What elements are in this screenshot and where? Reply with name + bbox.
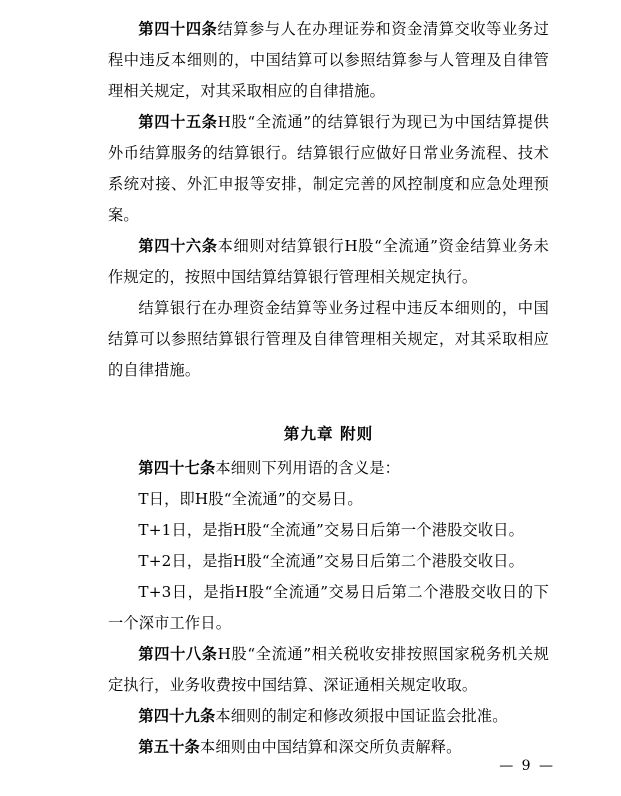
paragraph-definition-t [108,484,549,515]
article-number-45: 第四十五条 [138,113,218,131]
article-body-46: 本细则对结算银行H股“全流通”资金结算业务未作规定的，按照中国结算结算银行管理相关规定执行。 [108,237,549,286]
paragraph-article-44 [108,14,549,107]
article-number-48: 第四十八条 [138,645,218,663]
definition-body-t3: T+3日，是指H股“全流通”交易日后第二个港股交收日的下一个深市工作日。 [108,583,549,632]
paragraph-article-45 [108,107,549,231]
page-number: — 9 — [499,758,555,774]
definition-body-t2: T+2日，是指H股“全流通”交易日后第二个港股交收日。 [138,552,525,570]
definition-body-t1: T+1日，是指H股“全流通”交易日后第一个港股交收日。 [138,521,525,539]
article-body-47: 本细则下列用语的含义是： [215,459,400,477]
article-number-47: 第四十七条 [138,459,216,477]
paragraph-article-49 [108,701,549,732]
article-body-44: 结算参与人在办理证券和资金清算交收等业务过程中违反本细则的，中国结算可以参照结算参与人管理及自律管理相关规定，对其采取相应的自律措施。 [108,20,549,100]
article-number-44: 第四十四条 [138,20,218,38]
paragraph-article-50 [108,732,549,763]
paragraph-definition-t2 [108,546,549,577]
article-body-48: H股“全流通”相关税收安排按照国家税务机关规定执行，业务收费按中国结算、深证通相关规定收取。 [108,645,549,694]
section-spacer [108,386,549,398]
paragraph-definition-t1 [108,515,549,546]
article-number-46: 第四十六条 [138,237,218,255]
paragraph-article-48 [108,639,549,701]
chapter-heading: 第九章 附则 [283,424,374,443]
article-body-49: 本细则的制定和修改须报中国证监会批准。 [215,707,508,725]
paragraph-article-46-second [108,293,549,386]
article-number-50: 第五十条 [138,738,200,756]
article-body-50: 本细则由中国结算和深交所负责解释。 [199,738,462,756]
article-body-46-second: 结算银行在办理资金结算等业务过程中违反本细则的，中国结算可以参照结算银行管理及自律管理相关规定，对其采取相应的自律措施。 [108,299,549,379]
article-number-49: 第四十九条 [138,707,216,725]
paragraph-article-46 [108,231,549,293]
paragraph-article-47 [108,453,549,484]
paragraph-definition-t3 [108,577,549,639]
article-body-45: H股“全流通”的结算银行为现已为中国结算提供外币结算服务的结算银行。结算银行应做好日常业务流程、技术系统对接、外汇申报等安排，制定完善的风控制度和应急处理预案。 [108,113,549,224]
definition-body-t: T日，即H股“全流通”的交易日。 [138,490,363,508]
